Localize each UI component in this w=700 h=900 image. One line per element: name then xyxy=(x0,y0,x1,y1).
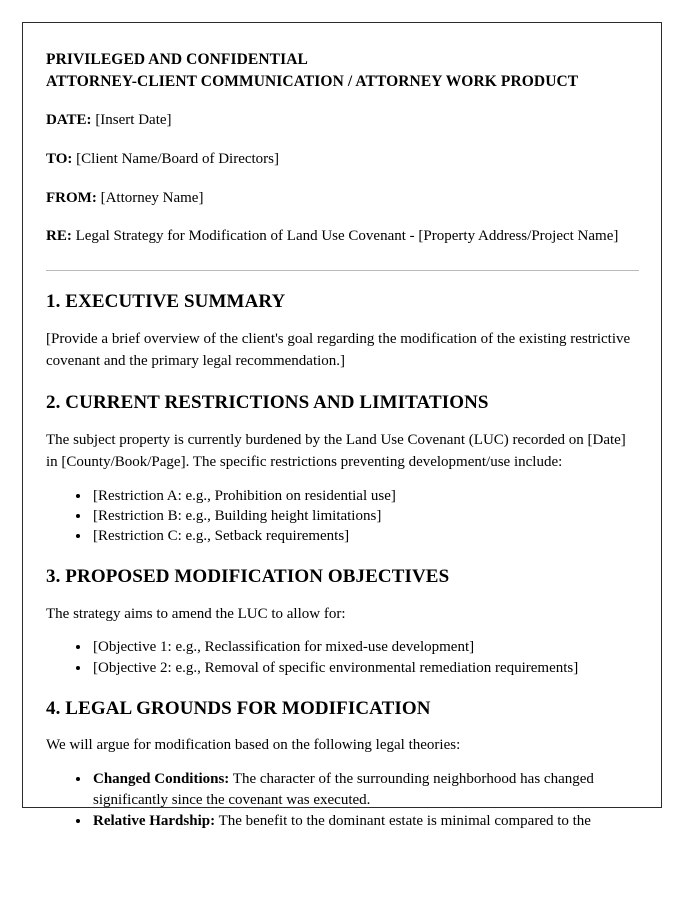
confidential-header-line-1: PRIVILEGED AND CONFIDENTIAL xyxy=(46,51,308,68)
meta-date-value: [Insert Date] xyxy=(95,112,172,128)
meta-to-label: TO: xyxy=(46,150,73,167)
meta-to xyxy=(46,149,639,171)
meta-re-value: Legal Strategy for Modification of Land Use Covenant - [Property Address/Project Name] xyxy=(75,228,619,245)
document-page xyxy=(22,22,662,829)
meta-re xyxy=(46,226,639,248)
meta-to-value: [Client Name/Board of Directors] xyxy=(76,150,280,167)
document-body xyxy=(23,23,661,831)
section-paragraph-legal-grounds: We will argue for modification based on the following legal theories: xyxy=(46,737,461,754)
list-item-lead-in: Relative Hardship: xyxy=(93,812,216,829)
legal-theories-list xyxy=(46,769,639,831)
meta-from-value: [Attorney Name] xyxy=(100,189,204,206)
meta-from-label: FROM: xyxy=(46,189,97,206)
section-heading-legal-grounds: 4. LEGAL GROUNDS FOR MODIFICATION xyxy=(46,697,431,719)
list-item-text: The benefit to the dominant estate is minimal compared to the xyxy=(215,812,591,829)
meta-date-label: DATE: xyxy=(46,112,92,128)
confidential-header xyxy=(46,49,639,93)
confidential-header-line-2: ATTORNEY-CLIENT COMMUNICATION / ATTORNEY WORK PRODUCT xyxy=(46,73,579,90)
restrictions-list xyxy=(46,486,639,546)
section-heading-executive-summary: 1. EXECUTIVE SUMMARY xyxy=(46,291,286,312)
objectives-list xyxy=(46,637,639,677)
list-item-text: The character of the surrounding neighborhood has changed significantly since the covenant was executed. xyxy=(93,771,594,808)
list-item-lead-in: Changed Conditions: xyxy=(93,771,230,788)
section-heading-current-restrictions: 2. CURRENT RESTRICTIONS AND LIMITATIONS xyxy=(46,392,489,414)
section-heading-proposed-modification: 3. PROPOSED MODIFICATION OBJECTIVES xyxy=(46,565,450,587)
section-paragraph-current-restrictions: The subject property is currently burdened by the Land Use Covenant (LUC) recorded on [Date] in [County/Book/Page]. The specific restrictions preventing development/use include: xyxy=(46,432,626,470)
list-item: • [Objective 1: e.g., Reclassification for mixed-use development] xyxy=(91,637,639,657)
meta-from xyxy=(46,188,639,210)
list-item xyxy=(91,811,639,832)
list-item: • [Objective 2: e.g., Removal of specific environmental remediation requirements] xyxy=(91,658,639,678)
section-paragraph-executive-summary: [Provide a brief overview of the client's goal regarding the modification of the existing restrictive covenant and the primary legal recommendation.] xyxy=(46,330,631,369)
meta-date xyxy=(46,110,639,132)
header-divider xyxy=(46,270,639,271)
meta-re-label: RE: xyxy=(46,228,72,245)
list-item: • [Restriction A: e.g., Prohibition on residential use] xyxy=(91,486,639,506)
section-paragraph-proposed-modification: The strategy aims to amend the LUC to allow for: xyxy=(46,605,346,622)
list-item: • [Restriction C: e.g., Setback requirements] xyxy=(91,526,639,546)
list-item xyxy=(91,769,639,810)
list-item: • [Restriction B: e.g., Building height limitations] xyxy=(91,506,639,526)
